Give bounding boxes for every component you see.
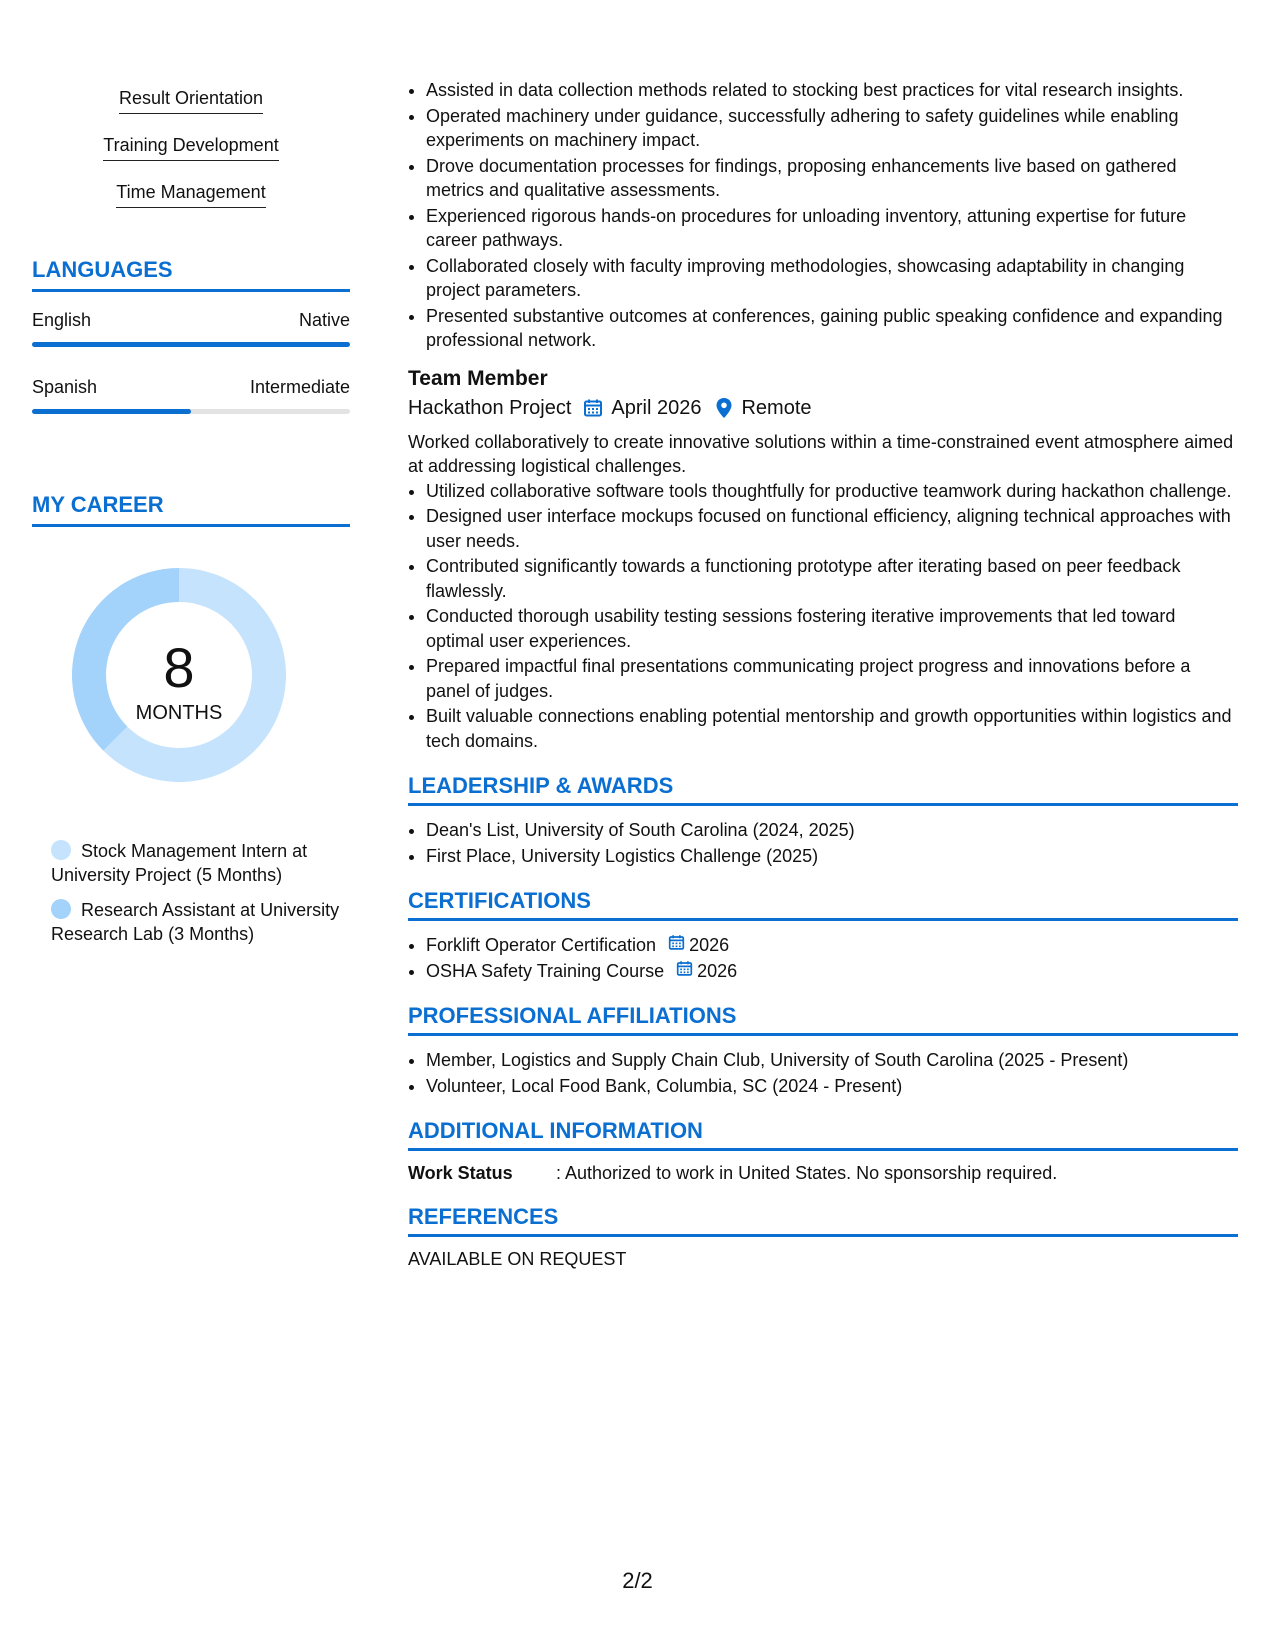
language-level: Native — [298, 310, 350, 330]
job-description: Worked collaboratively to create innovative solutions within a time-constrained event atmosphere aimed at addressing logistical challenges. — [408, 431, 1234, 476]
list-item: • Collaborated closely with faculty improving methodologies, showcasing adaptability in changing project parameters. — [426, 254, 1238, 303]
calendar-icon — [676, 959, 693, 984]
list-item: • Prepared impactful final presentations communicating project progress and innovations before a panel of judges. — [426, 654, 1238, 703]
career-legend — [32, 839, 350, 946]
list-item: • Dean's List, University of South Carolina (2024, 2025) — [426, 818, 1238, 843]
language-bar — [32, 342, 350, 347]
language-bar — [32, 409, 350, 414]
job-title: Team Member — [408, 366, 548, 390]
list-item: • Contributed significantly towards a functioning prototype after iterating based on peer feedback flawlessly. — [426, 554, 1238, 603]
list-item: • Designed user interface mockups focused on functional efficiency, aligning technical approaches with user needs. — [426, 504, 1238, 553]
awards-heading: LEADERSHIP & AWARDS — [408, 773, 1238, 806]
skill-item: Training Development — [103, 135, 278, 161]
affiliations-heading: PROFESSIONAL AFFILIATIONS — [408, 1003, 1238, 1036]
list-item: • First Place, University Logistics Challenge (2025) — [426, 844, 1238, 869]
calendar-icon — [583, 397, 603, 420]
map-pin-icon — [715, 397, 733, 420]
list-item: • Drove documentation processes for findings, proposing enhancements live based on gathered metrics and qualitative assessments. — [426, 154, 1238, 203]
career-legend-label: Research Assistant at University Research Lab (3 Months) — [51, 900, 340, 944]
calendar-icon — [668, 933, 685, 958]
language-name: Spanish — [32, 377, 98, 397]
certifications-heading: CERTIFICATIONS — [408, 888, 1238, 921]
job-bullets — [408, 479, 1238, 754]
language-bar-fill — [32, 342, 350, 347]
job-location: Remote — [741, 396, 812, 419]
list-item: • Built valuable connections enabling potential mentorship and growth opportunities within logistics and tech domains. — [426, 704, 1238, 753]
affiliations-list — [408, 1048, 1238, 1098]
skill-item: Result Orientation — [119, 88, 263, 114]
certification-year: 2026 — [689, 935, 730, 955]
list-item: • Volunteer, Local Food Bank, Columbia, SC (2024 - Present) — [426, 1074, 1238, 1099]
main-content — [408, 78, 1238, 1270]
additional-info-heading: ADDITIONAL INFORMATION — [408, 1118, 1238, 1151]
career-donut — [32, 563, 350, 803]
list-item — [426, 959, 1238, 984]
awards-list — [408, 818, 1238, 868]
language-bar-fill — [32, 409, 191, 414]
skills-list — [32, 78, 350, 219]
list-item: • Conducted thorough usability testing sessions fostering iterative improvements that led toward optimal user experiences. — [426, 604, 1238, 653]
certification-year: 2026 — [697, 960, 738, 981]
career-total-number: 8 — [163, 636, 195, 699]
list-item: • Experienced rigorous hands-on procedures for unloading inventory, attuning expertise for future career pathways. — [426, 204, 1238, 253]
list-item: • Member, Logistics and Supply Chain Club, University of South Carolina (2025 - Present) — [426, 1048, 1238, 1073]
job-org: Hackathon Project — [408, 396, 572, 419]
experience-bullets-continued — [408, 78, 1238, 353]
references-heading: REFERENCES — [408, 1204, 1238, 1237]
sidebar — [32, 78, 350, 957]
list-item: • Presented substantive outcomes at conferences, gaining public speaking confidence and expanding professional network. — [426, 304, 1238, 353]
career-total-unit: MONTHS — [135, 702, 223, 724]
certification-name: • OSHA Safety Training Course — [426, 960, 665, 981]
list-item: • Operated machinery under guidance, successfully adhering to safety guidelines while enabling experiments on machinery impact. — [426, 104, 1238, 153]
list-item — [426, 933, 1238, 958]
list-item: • Assisted in data collection methods related to stocking best practices for vital research insights. — [426, 78, 1238, 103]
language-level: Intermediate — [249, 377, 350, 397]
list-item: • Utilized collaborative software tools thoughtfully for productive teamwork during hackathon challenge. — [426, 479, 1238, 504]
job-date: April 2026 — [611, 396, 702, 419]
work-status-label: Work Status — [408, 1163, 513, 1183]
language-item — [32, 377, 350, 414]
certifications-list — [408, 933, 1238, 983]
work-status-value: : Authorized to work in United States. No sponsorship required. — [556, 1163, 1058, 1183]
work-status-row — [408, 1163, 1238, 1184]
language-name: English — [32, 310, 92, 330]
references-text: AVAILABLE ON REQUEST — [408, 1249, 627, 1269]
career-heading: MY CAREER — [32, 492, 350, 527]
job-meta — [408, 397, 1238, 420]
career-legend-item — [51, 839, 350, 887]
career-legend-label: Stock Management Intern at University Project (5 Months) — [51, 841, 308, 885]
language-item — [32, 310, 350, 347]
languages-heading: LANGUAGES — [32, 257, 350, 292]
skill-item: Time Management — [116, 182, 265, 208]
career-donut-chart — [32, 563, 350, 803]
career-legend-item — [51, 898, 350, 946]
page-number: 2/2 — [622, 1568, 653, 1593]
legend-dot — [51, 840, 71, 860]
legend-dot — [51, 899, 71, 919]
certification-name: • Forklift Operator Certification — [426, 935, 657, 955]
